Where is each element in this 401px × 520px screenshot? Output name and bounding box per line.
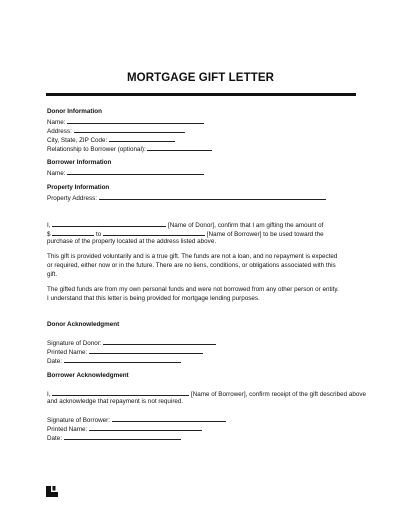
statement-borrower-text: [Name of Borrower] to be used toward the — [206, 231, 324, 238]
gift-amount-blank[interactable] — [52, 229, 94, 236]
borrower-ack-line-2: and acknowledge that repayment is not required. — [47, 398, 184, 405]
borrower-date-label: Date: — [47, 435, 63, 442]
statement-dollar: $ — [47, 231, 51, 238]
property-info-heading: Property Information — [47, 184, 110, 191]
statement-donor-text: [Name of Donor], confirm that I am gifting the amount of — [168, 222, 324, 229]
borrower-name-field — [47, 168, 204, 179]
donor-date-blank[interactable] — [64, 356, 181, 363]
borrower-printed-label: Printed Name: — [47, 426, 88, 433]
statement-to: to — [96, 231, 102, 238]
borrower-signature-blank[interactable] — [112, 415, 226, 422]
borrower-ack-text: [Name of Borrower], confirm receipt of the gift described above — [191, 391, 366, 398]
donor-date-field — [47, 356, 181, 367]
donor-signature-label: Signature of Donor: — [47, 340, 102, 347]
borrower-name-label: Name: — [47, 170, 66, 177]
donor-relationship-field — [47, 144, 212, 155]
borrower-printed-blank[interactable] — [89, 424, 202, 431]
document-logo-icon — [46, 486, 58, 497]
borrower-date-blank[interactable] — [64, 433, 181, 440]
donor-address-label: Address: — [47, 128, 72, 135]
donor-printed-blank[interactable] — [89, 347, 203, 354]
donor-name-inline-blank[interactable] — [52, 220, 166, 227]
donor-name-blank[interactable] — [67, 117, 204, 124]
borrower-ack-heading: Borrower Acknowledgment — [47, 372, 129, 379]
property-address-field — [47, 193, 326, 204]
borrower-date-field — [47, 433, 181, 444]
document-title: MORTGAGE GIFT LETTER — [126, 72, 275, 84]
gift-terms-line-3: gift. — [47, 271, 58, 278]
borrower-signature-label: Signature of Borrower: — [47, 417, 110, 424]
donor-printed-label: Printed Name: — [47, 349, 88, 356]
donor-relationship-label: Relationship to Borrower (optional): — [47, 146, 146, 153]
borrower-name-inline-blank[interactable] — [103, 229, 205, 236]
donor-signature-blank[interactable] — [103, 338, 216, 345]
borrower-ack-i: I, — [47, 391, 51, 398]
borrower-name-blank[interactable] — [67, 168, 204, 175]
property-address-label: Property Address: — [47, 195, 98, 202]
borrower-info-heading: Borrower Information — [47, 159, 112, 166]
property-address-blank[interactable] — [99, 193, 326, 200]
statement-line-3: purchase of the property located at the address listed above. — [47, 238, 217, 245]
donor-date-label: Date: — [47, 358, 63, 365]
donor-ack-heading: Donor Acknowledgment — [47, 321, 120, 328]
gift-terms-line-1: This gift is provided voluntarily and is a true gift. The funds are not a loan, and no repayment is expected — [47, 253, 338, 260]
donor-name-label: Name: — [47, 119, 66, 126]
donor-city-label: City, State, ZIP Code: — [47, 137, 108, 144]
funds-source-line-1: The gifted funds are from my own personal funds and were not borrowed from any other person or entity. — [47, 286, 339, 293]
donor-relationship-blank[interactable] — [147, 144, 212, 151]
borrower-ack-name-blank[interactable] — [52, 389, 189, 396]
gift-terms-line-2: or required, either now or in the future. There are no liens, conditions, or obligations associated with this — [47, 262, 336, 269]
title-divider — [46, 93, 356, 96]
funds-source-line-2: I understand that this letter is being provided for mortgage lending purposes. — [47, 295, 260, 302]
donor-address-blank[interactable] — [74, 126, 185, 133]
donor-city-blank[interactable] — [109, 135, 175, 142]
donor-info-heading: Donor Information — [47, 108, 102, 115]
statement-i: I, — [47, 222, 51, 229]
